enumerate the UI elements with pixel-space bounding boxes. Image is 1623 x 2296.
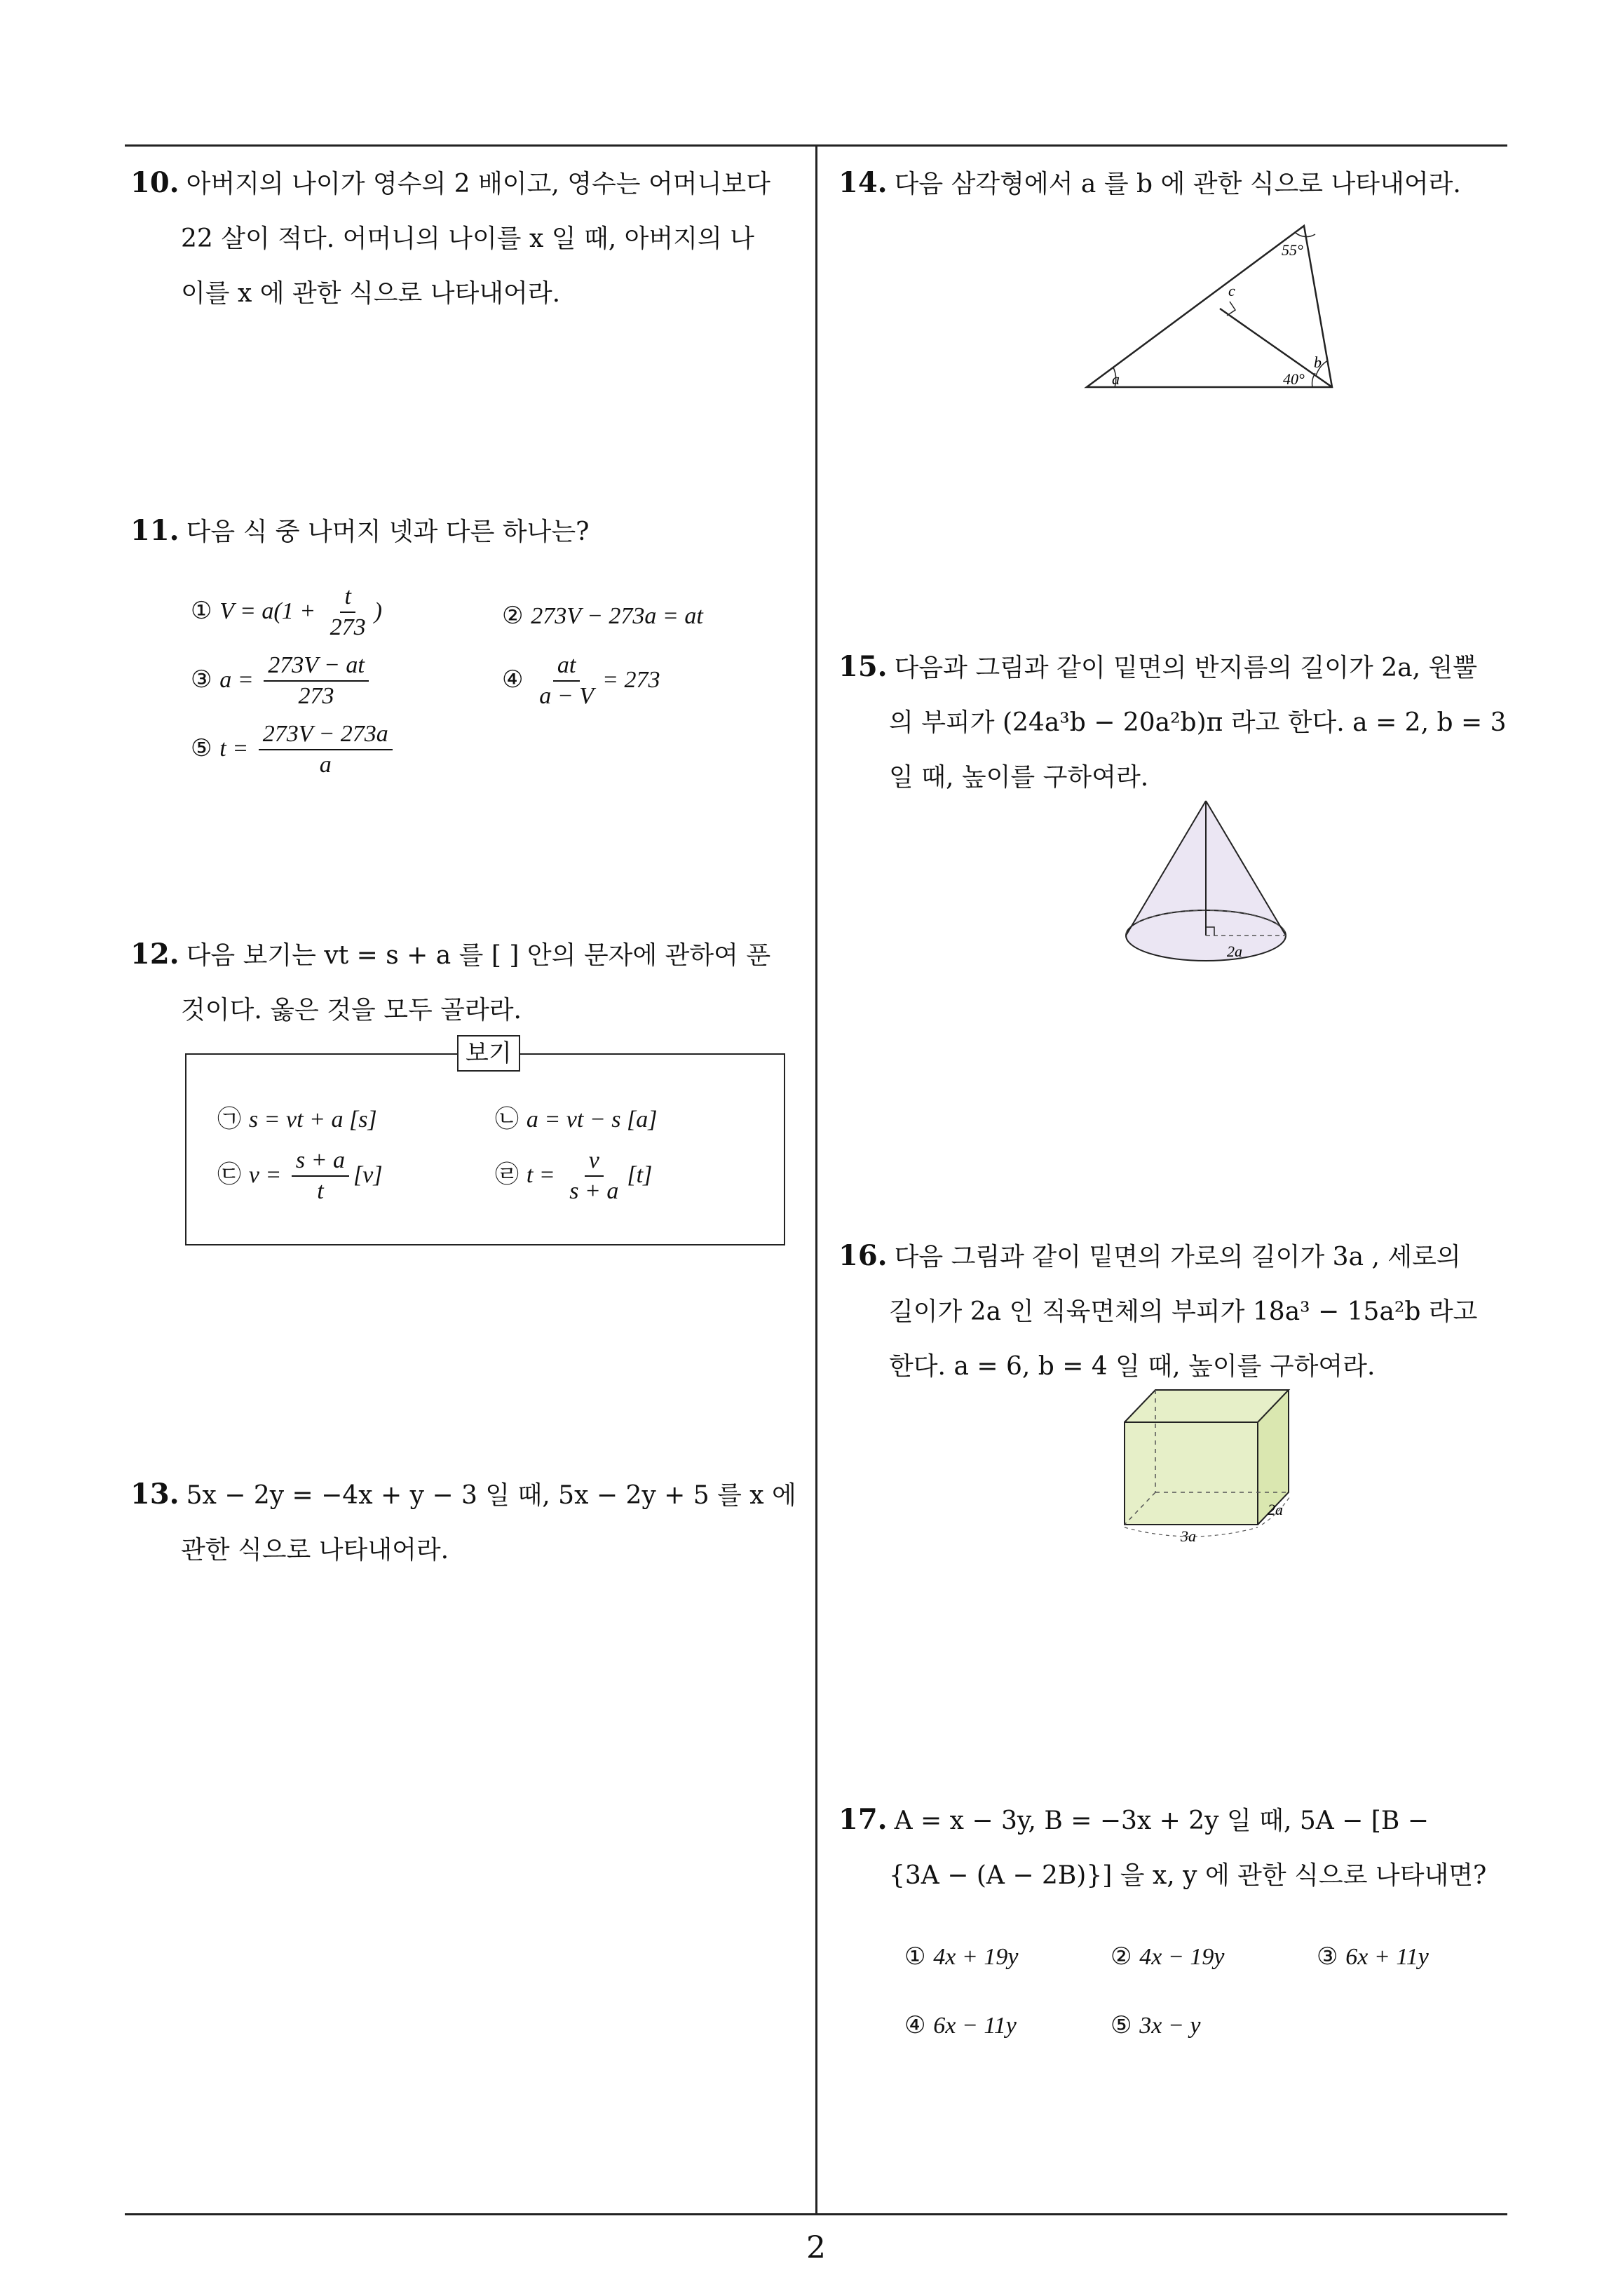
question-10-number: 10.: [130, 166, 179, 199]
angle-label-55: 55°: [1282, 241, 1303, 259]
question-17: [838, 1792, 1505, 1903]
question-10: [130, 156, 803, 321]
choice-2[interactable]: ② 4x − 19y: [1111, 1943, 1225, 1971]
choice-5[interactable]: ⑤ 3x − y: [1111, 2011, 1201, 2039]
question-14: [838, 156, 1505, 212]
question-16: [838, 1229, 1505, 1394]
question-11-choices: [191, 582, 808, 792]
question-16-number: 16.: [838, 1239, 888, 1272]
question-10-line-3: 이를 x 에 관한 식으로 나타내어라.: [181, 279, 561, 308]
choice-2[interactable]: ② 273V − 273a = at: [502, 602, 703, 630]
question-10-line-1: 10. 아버지의 나이가 영수의 2 배이고, 영수는 어머니보다: [130, 166, 770, 199]
question-12-line-2: 것이다. 옳은 것을 모두 골라라.: [181, 996, 522, 1025]
question-14-number: 14.: [838, 166, 888, 199]
angle-label-a: a: [1112, 370, 1120, 388]
column-divider: [815, 144, 817, 2215]
question-12-number: 12.: [130, 938, 179, 971]
angle-label-40: 40°: [1283, 370, 1305, 388]
cuboid-depth-label: 2a: [1268, 1501, 1283, 1518]
choice-3[interactable]: ③ a = $\frac{273V - at}{273}$: [191, 651, 373, 711]
choice-4[interactable]: ④ 6x − 11y: [904, 2011, 1017, 2039]
question-13-line-1: 13. 5x − 2y = −4x + y − 3 일 때, 5x − 2y + 5 를 x 에: [130, 1478, 796, 1511]
question-11: [130, 504, 803, 560]
question-14-line-1: 14. 다음 삼각형에서 a 를 b 에 관한 식으로 나타내어라.: [838, 166, 1461, 199]
bogi-item-2: ㉡ a = vt − s [a]: [495, 1105, 658, 1133]
question-15-line-1: 15. 다음과 그림과 같이 밑면의 반지름의 길이가 2a, 원뿔: [838, 650, 1478, 683]
cone-figure: [1115, 798, 1297, 980]
choice-4[interactable]: ④ $\frac{at}{a - V}$ = 273: [502, 652, 660, 709]
question-12: [130, 927, 803, 1038]
bogi-item-1: ㉠ s = vt + a [s]: [217, 1105, 377, 1133]
choice-1[interactable]: ① V = a(1 + $\frac{t}{273}$ ): [191, 583, 382, 640]
question-15: [838, 640, 1505, 805]
cone-radius-label: 2a: [1227, 943, 1242, 960]
choice-3[interactable]: ③ 6x + 11y: [1317, 1943, 1429, 1971]
bogi-item-3: ㉢ v = $\frac{s + a}{t}$ [v]: [217, 1147, 383, 1204]
triangle-figure: [1073, 219, 1346, 394]
cuboid-figure: [1119, 1386, 1301, 1550]
question-16-line-1: 16. 다음 그림과 같이 밑면의 가로의 길이가 3a , 세로의: [838, 1239, 1461, 1272]
question-12-line-1: 12. 다음 보기는 vt = s + a 를 [ ] 안의 문자에 관하여 푼: [130, 938, 771, 971]
question-11-number: 11.: [130, 514, 179, 547]
question-15-number: 15.: [838, 650, 888, 683]
question-11-line-1: 11. 다음 식 중 나머지 넷과 다른 하나는?: [130, 514, 590, 547]
bogi-box: [185, 1053, 785, 1245]
question-13: [130, 1467, 803, 1578]
bogi-item-4: ㉣ t = $\frac{v}{s + a}$ [t]: [495, 1147, 653, 1204]
question-17-line-2: {3A − (A − 2B)}] 을 x, y 에 관한 식으로 나타내면?: [889, 1861, 1487, 1890]
choice-1[interactable]: ① 4x + 19y: [904, 1943, 1019, 1971]
bogi-title: 보기: [457, 1035, 520, 1072]
question-13-number: 13.: [130, 1478, 179, 1511]
question-13-line-2: 관한 식으로 나타내어라.: [181, 1536, 449, 1565]
angle-label-b: b: [1314, 353, 1322, 371]
question-16-line-3: 한다. a = 6, b = 4 일 때, 높이를 구하여라.: [889, 1352, 1376, 1381]
question-15-line-2: 의 부피가 (24a³b − 20a²b)π 라고 한다. a = 2, b = 3: [889, 708, 1507, 737]
cuboid-width-label: 3a: [1181, 1527, 1196, 1545]
question-17-line-1: 17. A = x − 3y, B = −3x + 2y 일 때, 5A − [B −: [838, 1803, 1429, 1836]
question-10-line-2: 22 살이 적다. 어머니의 나이를 x 일 때, 아버지의 나: [181, 224, 754, 253]
question-16-line-2: 길이가 2a 인 직육면체의 부피가 18a³ − 15a²b 라고: [889, 1297, 1478, 1326]
choice-5[interactable]: ⑤ t = $\frac{273V - 273a}{a}$: [191, 720, 397, 780]
question-15-line-3: 일 때, 높이를 구하여라.: [889, 763, 1149, 792]
question-17-number: 17.: [838, 1803, 888, 1836]
page-number: 2: [806, 2230, 826, 2266]
question-17-choices: [904, 1943, 1507, 2055]
angle-label-c: c: [1228, 282, 1235, 299]
